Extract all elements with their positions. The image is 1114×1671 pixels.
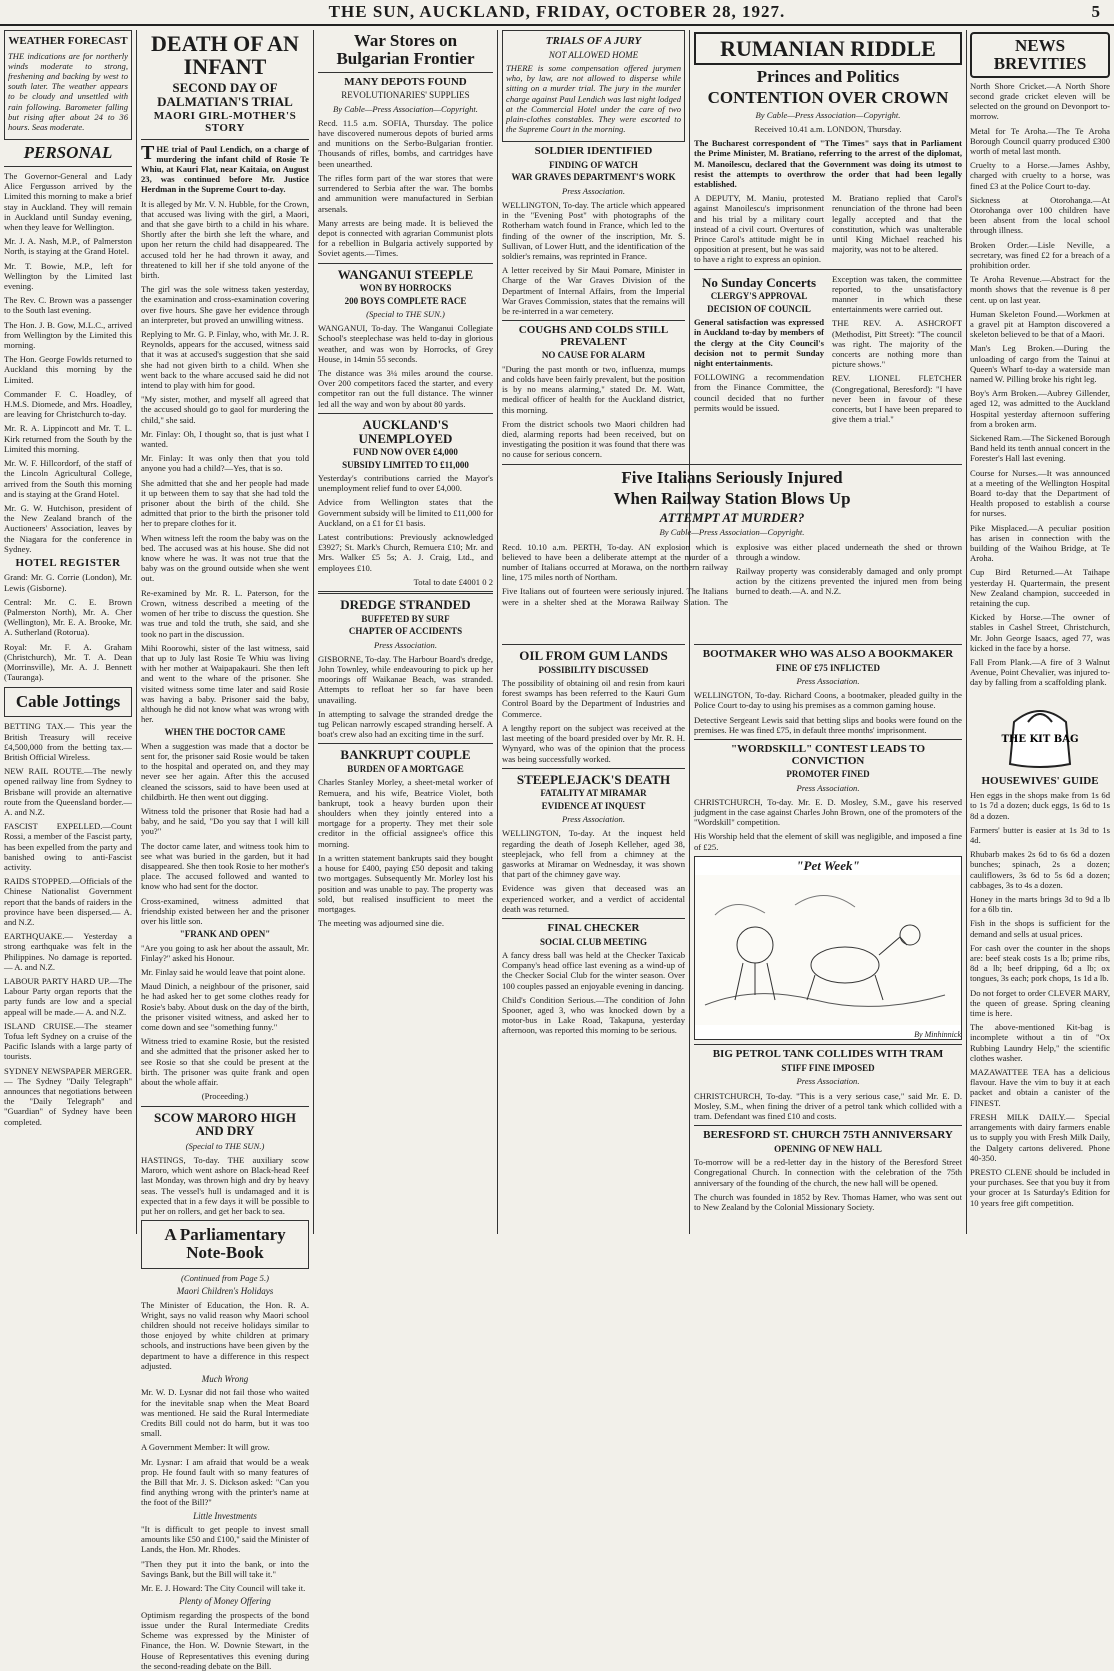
trial-lead: THE trial of Paul Lendich, on a charge of murdering the infant child of Rosie Te Whiu, at Kauri Flat, near Kaitaia, on August 23, was continued before Mr. Justice Herdman in the Supreme Court to-day. bbox=[141, 141, 309, 195]
death-infant-headline: DEATH OF AN INFANT bbox=[151, 31, 299, 80]
housewives-item: Rhubarb makes 2s 6d to 6s 6d a dozen bunches; spinach, 2s a dozen; cauliflowers, 3s 6d to 5s 6d a dozen; cabbages, 3s to 4s a dozen. bbox=[970, 849, 1110, 890]
petrol-headline: BIG PETROL TANK COLLIDES WITH TRAM bbox=[712, 1048, 944, 1061]
cable-item: BETTING TAX.— This year the British Treasury will receive £4,500,000 from the betting tax.— British Official Wireless. bbox=[4, 721, 132, 762]
column-2 bbox=[141, 30, 309, 1671]
parliamentary-paragraph: Mr. Lysnar: I am afraid that would be a weak prop. He found fault with so many features of the Bill that Mr. J. S. Dickson asked: "Can you find anything wrong with the printer's name at the foot of the Bill?" bbox=[141, 1456, 309, 1508]
proceeding-note: (Proceeding.) bbox=[201, 1091, 249, 1102]
pet-week-cartoon bbox=[694, 856, 962, 1041]
news-brevities-heading: NEWS BREVITIES bbox=[970, 32, 1110, 78]
housewives-item: Honey in the marts brings 3d to 9d a lb for a 6lb tin. bbox=[970, 894, 1110, 915]
rumanian-body bbox=[694, 193, 962, 264]
column-4 bbox=[502, 30, 685, 460]
page-number: 5 bbox=[1091, 2, 1100, 21]
auckland-unemployed-headline: AUCKLAND'S UNEMPLOYED bbox=[358, 416, 453, 446]
petrol-byline: Press Association. bbox=[796, 1076, 860, 1087]
weather-heading: WEATHER FORECAST bbox=[8, 35, 128, 47]
parliamentary-heading: A Parliamentary Note-Book bbox=[164, 1225, 286, 1263]
wordskill-headline: "WORDSKILL" CONTEST LEADS TO CONVICTION bbox=[730, 743, 926, 767]
masthead-title: THE SUN, AUCKLAND, FRIDAY, OCTOBER 28, 1927. bbox=[328, 2, 786, 21]
brevity-item: Te Aroha Revenue.—Abstract for the month shows that the revenue is 8 per cent. up on last year. bbox=[970, 274, 1110, 305]
bootmaker-byline: Press Association. bbox=[796, 675, 860, 686]
much-wrong-subheading: Much Wrong bbox=[201, 1373, 249, 1384]
trial-paragraph: When a suggestion was made that a doctor be sent for, the prisoner said Rosie would be taken to the hospital and operated on, and they may never see her again. After this the accused cleaned the scissors, said to have been used at childbirth. He then went out digging. bbox=[141, 740, 309, 802]
bankrupt-paragraph: Charles Stanley Morley, a sheet-metal worker of Remuera, and his wife, Beatrice Violet, both bankrupt, took a heavy burden upon their shoulders when they jointly entered into a mortgage for a property. They met their sole creditor in the official assignee's office this morning. bbox=[318, 777, 493, 849]
hotel-paragraph: Central: Mr. C. E. Brown (Palmerston North), Mr. A. Cher (Wellington), Mr. E. A. Brooke, Mr. A. Sutherland (Rotorua). bbox=[4, 596, 132, 638]
wordskill-subheading: PROMOTER FINED bbox=[786, 769, 870, 780]
advert-item: MAZAWATTEE TEA has a delicious flavour. Have the vim to buy it at each packet and obtain a canister of the FINEST. bbox=[970, 1067, 1110, 1108]
cartoon-drawing-icon bbox=[695, 875, 961, 1025]
war-stores-paragraph: The rifles form part of the war stores that were surrendered to Serbia after the war. The bombs and ammunition were manufactured in Serbian arsenals. bbox=[318, 172, 493, 214]
scow-headline: SCOW MARORO HIGH AND DRY bbox=[153, 1109, 297, 1139]
italians-paragraph: Railway property was considerably damaged and only prompt action by the citizens prevented the injured men from being burned to death.—A. and N.Z. bbox=[736, 565, 962, 597]
brevity-item: Kicked by Horse.—The owner of stables in Cashel Street, Christchurch, Mr. John George Isaacs, aged 77, was kicked in the face by a horse. bbox=[970, 612, 1110, 653]
coughs-subheading: NO CAUSE FOR ALARM bbox=[541, 350, 646, 361]
steeplejack-subheading-2: EVIDENCE AT INQUEST bbox=[541, 800, 646, 811]
bankrupt-subheading: BURDEN OF A MORTGAGE bbox=[347, 764, 464, 775]
column-rule bbox=[497, 30, 498, 1234]
parliamentary-paragraph: A Government Member: It will grow. bbox=[141, 1442, 270, 1453]
sunday-lead: General satisfaction was expressed in Auckland to-day by members of the clergy at the City Council's decision not to permit Sunday night entertainments. bbox=[694, 317, 824, 368]
cable-jottings-box bbox=[4, 687, 132, 718]
hotel-register-heading: HOTEL REGISTER bbox=[15, 556, 121, 569]
parliamentary-paragraph: The Minister of Education, the Hon. R. A. Wright, says no valid reason why Maori school children should not receive holidays similar to those enjoyed by white children at primary schools, and instructions have been given by the department to have a difference in this respect adjusted. bbox=[141, 1299, 309, 1371]
trial-paragraph: "My sister, mother, and myself all agreed that the accused should go to gaol for murdering the child," she said. bbox=[141, 394, 309, 425]
brevity-item: Broken Order.—Lisle Neville, a secretary, was fined £2 for a breach of a prohibition order. bbox=[970, 239, 1110, 270]
child-condition-paragraph: Child's Condition Serious.—The condition of John Spooner, aged 3, who was knocked down by a motor-bus in Lake Road, Takapuna, yesterday afternoon, was reported this morning to be serious. bbox=[502, 994, 685, 1036]
brevity-item: Cup Bird Returned.—At Taihape yesterday H. Quartermain, the present New Zealand champion, succeeded in retaining the cup. bbox=[970, 567, 1110, 609]
trial-paragraph: It is alleged by Mr. V. N. Hubble, for the Crown, that accused was living with the girl, a Maori, and that she gave birth to a child in his whare. Shortly after the birth she left the whare, and upon her return the child had disappeared. The accused told her he had thrown it away, and threatened to kill her if she told anyone of the birth. bbox=[141, 198, 309, 280]
oil-paragraph: The possibility of obtaining oil and resin from kauri forest swamps has been referred to the Kauri Gum Control Board by the Department of Industries and Commerce. bbox=[502, 678, 685, 719]
trial-paragraph: Mr. Finlay said he would leave that point alone. bbox=[141, 967, 306, 978]
cable-item: NEW RAIL ROUTE.—The newly opened railway line from Sydney to Brisbane will provide an alternative route from the Queensland border.— A. and N.Z. bbox=[4, 766, 132, 817]
auckland-paragraph: Advice from Wellington states that the Government subsidy will be limited to £11,000 for Auckland, on a £1 for £1 basis. bbox=[318, 497, 493, 528]
kit-bag-icon bbox=[1000, 692, 1080, 772]
italians-headline: Five Italians Seriously Injured bbox=[621, 468, 843, 487]
wanganui-paragraph: The distance was 3¼ miles around the course. Over 200 competitors faced the starter, and every competitor ran out the full distance. The winner led all the way and won by about 80 yards. bbox=[318, 368, 493, 409]
war-stores-headline: War Stores on Bulgarian Frontier bbox=[336, 31, 475, 68]
column-rule bbox=[136, 30, 137, 1234]
war-stores-paragraph: Recd. 11.5 a.m. SOFIA, Thursday. The police have discovered numerous depots of buried arms and munitions on the Serbo-Bulgarian frontier. Thousands of rifles, bombs, and cartridges have been unearthed. bbox=[318, 117, 493, 169]
parliamentary-continued: (Continued from Page 5.) bbox=[181, 1272, 269, 1283]
personal-paragraph: Mr. W. F. Hillcordorf, of the staff of the Lincoln Agricultural College, arrived from the South this morning and is staying at the Grand Hotel. bbox=[4, 458, 132, 499]
trials-jury-heading: TRIALS OF A JURY bbox=[545, 35, 642, 47]
italians-paragraph: Recd. 10.10 a.m. PERTH, To-day. AN explosion which is believed to have been a deliberate attempt at the murder of a number of Italians occurred at Morawa, on the northern railway line, 175 miles north of Northam. bbox=[502, 541, 728, 583]
trial-paragraph: Witness told the prisoner that Rosie had had a baby, and he said, "Do you say that I will kill you?" bbox=[141, 805, 309, 837]
dredge-paragraph: In attempting to salvage the stranded dredge the tug Pelican narrowly escaped stranding herself. A boat's crew also had an exciting time in the surf. bbox=[318, 708, 493, 740]
advert-item: Do not forget to order CLEVER MARY, the queen of grease. Spring cleaning time is here. bbox=[970, 987, 1110, 1019]
steeplejack-paragraph: Evidence was given that deceased was an experienced worker, and a verdict of accidental death was returned. bbox=[502, 883, 685, 914]
trial-paragraph: Witness tried to examine Rosie, but the resisted and she admitted that the prisoner asked her to see Rosie so that she could be present at the birth. The prisoner was quite frank and open about the whole affair. bbox=[141, 1036, 309, 1088]
coughs-paragraph: "During the past month or two, influenza, mumps and colds have been fairly prevalent, but the position is by no means alarming," stated Dr. M. Watt, medical officer of health for the Auckland district, this morning. bbox=[502, 363, 685, 415]
advert-item: The above-mentioned Kit-bag is incomplete without a tin of "Ox Rubbing Laundry Help," the scientific clothes washer. bbox=[970, 1022, 1110, 1063]
cable-jottings-heading: Cable Jottings bbox=[15, 691, 121, 711]
maori-holidays-subheading: Maori Children's Holidays bbox=[176, 1286, 274, 1297]
steeplejack-byline: Press Association. bbox=[561, 814, 626, 825]
wordskill-paragraph: His Worship held that the element of skill was negligible, and imposed a fine of £25. bbox=[694, 831, 962, 852]
war-stores-byline: By Cable—Press Association—Copyright. bbox=[333, 103, 478, 114]
housewives-item: Farmers' butter is easier at 1s 3d to 1s 4d. bbox=[970, 824, 1110, 846]
sunday-paragraph: THE REV. A. ASHCROFT (Methodist, Pitt Street): "The council was right. The majority of the concerts are nothing more than picture shows." bbox=[832, 318, 962, 370]
sunday-paragraph: Exception was taken, the committee reported, to the unsatisfactory manner in which these entertainments were carried out. bbox=[832, 273, 962, 315]
rumanian-paragraph: A DEPUTY, M. Maniu, protested against Manoilescu's imprisonment and his trial by a military court instead of a civil court. Overtures of Prince Carol's attitude might be in opposition at present, but he was said to have a right to express an opinion. bbox=[694, 193, 824, 265]
column-5 bbox=[694, 30, 962, 460]
rumanian-headline: RUMANIAN RIDDLE bbox=[694, 32, 962, 65]
advert-item: FRESH MILK DAILY.— Special arrangements with dairy farmers enable us to supply you with Fresh Milk Daily, the Dalgety cartons delivered. Phone 40-350. bbox=[970, 1111, 1110, 1163]
princes-subheading: Princes and Politics bbox=[756, 67, 900, 87]
trial-paragraph: "Are you going to ask her about the assault, Mr. Finlay?" asked his Honour. bbox=[141, 942, 309, 963]
auckland-paragraph: Latest contributions: Previously acknowledged £3927; St. Mark's Church, Remuera £10; Mr. and Mrs. Walker £5 5s; A. J. Craig, Ltd., and employees £10. bbox=[318, 532, 493, 573]
parliamentary-box bbox=[141, 1220, 309, 1269]
personal-paragraph: The Rev. C. Brown was a passenger to the South last evening. bbox=[4, 295, 132, 316]
dredge-subheading-2: CHAPTER OF ACCIDENTS bbox=[348, 626, 463, 637]
rumanian-byline: By Cable—Press Association—Copyright. bbox=[755, 109, 901, 120]
brevity-item: Course for Nurses.—It was announced at a meeting of the Wellington Hospital Board to-day that the Department of Health proposed to establish a course for nurses. bbox=[970, 467, 1110, 519]
oil-paragraph: A lengthy report on the subject was received at the last meeting of the board presided over by Mr. R. H. Wynyard, who was of the opinion that the process was being successfully worked. bbox=[502, 722, 685, 764]
personal-paragraph: The Hon. George Fowlds returned to Auckland this morning by the Limited. bbox=[4, 354, 132, 385]
hotel-paragraph: Grand: Mr. G. Corrie (London), Mr. Lewis (Gisborne). bbox=[4, 572, 132, 593]
steeplejack-subheading: FATALITY AT MIRAMAR bbox=[540, 788, 647, 799]
bankrupt-headline: BANKRUPT COUPLE bbox=[340, 747, 471, 763]
oil-subheading: POSSIBILITY DISCUSSED bbox=[538, 664, 649, 675]
wanganui-subheading: WON BY HORROCKS bbox=[359, 283, 452, 294]
checker-subheading: SOCIAL CLUB MEETING bbox=[539, 936, 648, 947]
cable-item: SYDNEY NEWSPAPER MERGER.— The Sydney "Daily Telegraph" announces that negotiations between the "Daily Telegraph" and "Guardian" of Sydney have been completed. bbox=[4, 1065, 132, 1127]
personal-heading: PERSONAL bbox=[23, 143, 113, 163]
wanganui-headline: WANGANUI STEEPLE bbox=[337, 266, 474, 282]
dredge-subheading: BUFFETED BY SURF bbox=[361, 613, 450, 624]
personal-paragraph: Mr. G. W. Hutchison, president of the New Zealand branch of the Auctioneers' Association, leaves by the Niagara for the conference in Sydney. bbox=[4, 502, 132, 554]
sunday-subheading: CLERGY'S APPROVAL bbox=[710, 291, 808, 302]
scow-special: (Special to THE SUN.) bbox=[185, 1140, 265, 1151]
italians-headline-2: When Railway Station Blows Up bbox=[613, 488, 851, 508]
contention-subheading: CONTENTION OVER CROWN bbox=[707, 87, 949, 107]
beresford-paragraph: The church was founded in 1852 by Rev. Thomas Hamer, who was sent out to New Zealand by the Colonial Missionary Society. bbox=[694, 1191, 962, 1212]
soldier-paragraph: WELLINGTON, To-day. The article which appeared in the "Evening Post" with photographs of the Rotherham watch found in France, which led to the finding of the owner of the inscription, Mr. S. Sullivan, of Lower Hutt, and the identification of the soldier's remains, was reprinted in France. bbox=[502, 200, 685, 262]
trial-paragraph: Replying to Mr. G. P. Finlay, who, with Mr. J. R. Reynolds, appears for the accused, witness said that it was at accused's suggestion that she said she had not given birth to a child. When she went back to the whare accused said he did not intend to play with him for good. bbox=[141, 329, 309, 391]
beresford-headline: BERESFORD ST. CHURCH 75TH ANNIVERSARY bbox=[703, 1129, 953, 1142]
brevity-item: Sickness at Otorohanga.—At Otorohanga over 100 children have been absent from the local school through illness. bbox=[970, 194, 1110, 236]
bootmaker-paragraph: Detective Sergeant Lewis said that betting slips and books were found on the premises. He was fined £75, in default three months' imprisonment. bbox=[694, 714, 962, 735]
trial-paragraph: Mr. Finlay: It was only then that you told anyone you had a child?—Yes, that is so. bbox=[141, 453, 309, 474]
personal-paragraph: The Hon. J. B. Gow, M.L.C., arrived from Wellington by the Limited this morning. bbox=[4, 319, 132, 351]
sunday-headline: No Sunday Concerts bbox=[701, 274, 817, 290]
personal-paragraph: The Governor-General and Lady Alice Fergusson arrived by the Limited this morning to make a brief stay in Auckland. They will remain in Auckland until Sunday evening, when they leave for Wellington. bbox=[4, 171, 132, 233]
petrol-subheading: STIFF FINE IMPOSED bbox=[781, 1062, 875, 1073]
brevity-item: Sickened Ram.—The Sickened Borough Band held its tenth annual concert in the Forester's Hall last evening. bbox=[970, 432, 1110, 464]
plenty-money-subheading: Plenty of Money Offering bbox=[179, 1596, 271, 1607]
column-1 bbox=[4, 30, 132, 1236]
column-rule bbox=[966, 30, 967, 1234]
trials-jury-box bbox=[502, 30, 685, 142]
brevity-item: North Shore Cricket.—A North Shore second grade cricket eleven will be selected on the ground on Devonport to-morrow. bbox=[970, 80, 1110, 122]
soldier-subheading-2: WAR GRAVES DEPARTMENT'S WORK bbox=[511, 172, 676, 183]
war-stores-paragraph: Many arrests are being made. It is believed the depot is connected with agrarian Communist plots for a rebellion in Bulgaria actively supported by Soviet agents.—Times. bbox=[318, 217, 493, 259]
coughs-paragraph: From the district schools two Maori children had died, alarming reports had been received, but on investigating the position it was found that there was no cause for serious concern. bbox=[502, 418, 685, 460]
wanganui-special: (Special to THE SUN.) bbox=[366, 309, 445, 320]
brevity-item: Boy's Arm Broken.—Aubrey Gillender, aged 12, was admitted to the Auckland Hospital yesterday afternoon suffering from a broken arm. bbox=[970, 388, 1110, 429]
dredge-byline: Press Association. bbox=[373, 639, 438, 650]
brevity-item: Metal for Te Aroha.—The Te Aroha Borough Council quarry produced £300 worth of metal last month. bbox=[970, 125, 1110, 156]
trial-paragraph: Mr. Finlay: Oh, I thought so, that is just what I wanted. bbox=[141, 428, 309, 450]
little-investments-subheading: Little Investments bbox=[193, 1510, 257, 1521]
parliamentary-paragraph: "It is difficult to get people to invest small amounts like £50 and £100," said the Minister of Lands, the Hon. Mr. Rhodes. bbox=[141, 1524, 309, 1555]
parliamentary-paragraph: "Then they put it into the bank, or into the Savings Bank, but the Bill will take it." bbox=[141, 1558, 309, 1579]
checker-headline: FINAL CHECKER bbox=[547, 922, 640, 935]
personal-paragraph: Mr. T. Bowie, M.P., left for Wellington by the Limited last evening. bbox=[4, 260, 132, 292]
wanganui-paragraph: WANGANUI, To-day. The Wanganui Collegiate School's steeplechase was held to-day in glorious weather, and was won by Horrocks, of Grey House, in 14min 55 seconds. bbox=[318, 323, 493, 364]
cable-item: EARTHQUAKE.— Yesterday a strong earthquake was felt in the Philippines. No damage is reported.— A. and N.Z. bbox=[4, 931, 132, 972]
steeplejack-paragraph: WELLINGTON, To-day. At the inquest held regarding the death of Joseph Kelleher, aged 38, steeplejack, who fell from a chimney at the gasworks at Miramar on Wednesday, it was shown that part of the chimney gave way. bbox=[502, 828, 685, 880]
advert-item: PRESTO CLENE should be included in your purchases. See that you buy it from your grocer at 1s Saturday's Edition for 10 years free gift competition. bbox=[970, 1166, 1110, 1208]
masthead bbox=[0, 0, 1114, 26]
bankrupt-paragraph: In a written statement bankrupts said they bought a house for £400, paying £50 deposit and taking two mortgages. Subsequently Mr. Morley lost his position and was unable to pay. The property was sold, but realised insufficient to meet the mortgages. bbox=[318, 852, 493, 914]
auckland-total: Total to date £4001 0 2 bbox=[413, 576, 493, 587]
italians-body bbox=[502, 542, 962, 607]
hotel-paragraph: Royal: Mr. F. A. Graham (Christchurch), Mr. T. A. Dean (Morrinsville), Mr. A. J. Bennett (Tauranga). bbox=[4, 641, 132, 683]
trial-subheading: SECOND DAY OF DALMATIAN'S TRIAL bbox=[157, 80, 293, 109]
brevity-item: Man's Leg Broken.—During the unloading of cargo from the Tainui at Queen's Wharf to-day a waterside man named W. Pilling broke his right leg. bbox=[970, 343, 1110, 384]
column-3 bbox=[318, 30, 493, 1236]
rumanian-received: Received 10.41 a.m. LONDON, Thursday. bbox=[754, 123, 902, 134]
sunday-left bbox=[694, 274, 824, 429]
brevity-item: Fall From Plank.—A fire of 3 Walnut Avenue, Point Chevalier, was injured to-day by falling from a scaffolding plank. bbox=[970, 657, 1110, 688]
trial-paragraph: Cross-examined, witness admitted that friendship existed between her and the prisoner over his little son. bbox=[141, 895, 309, 927]
cartoon-title: "Pet Week" bbox=[796, 857, 860, 873]
dredge-headline: DREDGE STRANDED bbox=[340, 597, 471, 613]
war-stores-subheading: MANY DEPOTS FOUND bbox=[344, 75, 467, 88]
italians-byline: By Cable—Press Association—Copyright. bbox=[659, 527, 805, 538]
bootmaker-paragraph: WELLINGTON, To-day. Richard Coons, a bootmaker, pleaded guilty in the Police Court to-day to using his premises as a common gaming house. bbox=[694, 690, 962, 711]
rumanian-paragraph: M. Bratiano replied that Carol's renunciation of the throne had been legally accepted and that the constitution, which was unalterable until King Michael reached his majority, was not to be altered. bbox=[832, 193, 962, 255]
doctor-came-subheading: WHEN THE DOCTOR CAME bbox=[164, 727, 286, 738]
bootmaker-subheading: FINE OF £75 INFLICTED bbox=[776, 662, 880, 673]
brevity-item: Human Skeleton Found.—Workmen at a gravel pit at Hampton discovered a skeleton believed to be that of a Maori. bbox=[970, 308, 1110, 340]
trial-paragraph: When witness left the room the baby was on the bed. The accused was at his house. She did not know where he was. It was not true that the baby was on the ground outside when she went out. bbox=[141, 532, 309, 584]
personal-paragraph: Mr. J. A. Nash, M.P., of Palmerston North, is staying at the Grand Hotel. bbox=[4, 236, 132, 257]
auckland-fund-subheading: FUND NOW OVER £4,000 bbox=[353, 447, 458, 458]
wanganui-subheading-2: 200 BOYS COMPLETE RACE bbox=[344, 295, 467, 306]
trial-paragraph: The girl was the sole witness taken yesterday, the examination and cross-examination covering over five hours. She gave her evidence through an interpreter, but proved an unwilling witness. bbox=[141, 284, 309, 325]
housewives-heading: HOUSEWIVES' GUIDE bbox=[981, 774, 1099, 787]
brevity-item: Pike Misplaced.—A peculiar position has arisen in connection with the building of the Waihou Bridge, at Te Aroha. bbox=[970, 522, 1110, 564]
soldier-headline: SOLDIER IDENTIFIED bbox=[534, 145, 653, 158]
sunday-section bbox=[694, 274, 962, 429]
soldier-byline: Press Association. bbox=[561, 185, 626, 196]
cable-item: ISLAND CRUISE.—The steamer Tofua left Sydney on a cruise of the Pacific Islands with a large party of tourists. bbox=[4, 1020, 132, 1062]
personal-paragraph: Mr. R. A. Lippincott and Mr. T. L. Kirk returned from the South by the Limited this morning. bbox=[4, 423, 132, 454]
trial-paragraph: She admitted that she and her people had made it up between them to say that she had told the prisoner about the birth of the child. She admitted that prior to the birth the prisoner told her to prepare clothes for it. bbox=[141, 477, 309, 529]
dredge-paragraph: GISBORNE, To-day. The Harbour Board's dredge, John Townley, while endeavouring to pick up her moorings off Waikanae Beach, was stranded. Attempts to refloat her so far have been unavailing. bbox=[318, 653, 493, 705]
petrol-paragraph: CHRISTCHURCH, To-day. "This is a very serious case," said Mr. E. D. Mosley, S.M., when fining the driver of a petrol tank which collided with a tram. Defendant was fined £10 and costs. bbox=[694, 1090, 962, 1121]
auckland-subsidy-subheading: SUBSIDY LIMITED TO £11,000 bbox=[342, 459, 469, 470]
cable-item: RAIDS STOPPED.—Officials of the Chinese Nationalist Government report that the bands of raiders in the province have been dispersed.— A. and N.Z. bbox=[4, 876, 132, 927]
column-5-lower bbox=[694, 640, 962, 1236]
cartoon-byline: By Minhinnick bbox=[914, 1030, 961, 1040]
italians-article bbox=[502, 460, 962, 640]
parliamentary-paragraph: Mr. E. J. Howard: The City Council will take it. bbox=[141, 1583, 306, 1594]
attempt-murder-subheading: ATTEMPT AT MURDER? bbox=[659, 509, 805, 525]
sunday-subheading-2: DECISION OF COUNCIL bbox=[707, 303, 811, 314]
sunday-paragraph: FOLLOWING a recommendation from the Finance Committee, the council decided that no further permits would be issued. bbox=[694, 372, 824, 413]
parliamentary-paragraph: Optimism regarding the prospects of the bond issue under the Rural Intermediate Credits Scheme was expressed by the Minister of Finance, the Hon. W. Downie Stewart, in the House of Representatives this evening during the second-reading debate on the Bill. bbox=[141, 1609, 309, 1671]
column-4-lower bbox=[502, 640, 685, 1236]
cable-item: FASCIST EXPELLED.—Count Rossi, a member of the Fascist party, has been expelled from the party and banished owing to anti-Fascist activity. bbox=[4, 821, 132, 872]
trial-paragraph: Mihi Roorowhi, sister of the last witness, said that up to July last Rosie Te Whiu was living with her mother at Waipapakauri. She then left and went to the whare of the prisoner. She visited witness some time later and said Rosie was having a baby. Prisoner said the baby, although he did not know what was wrong with her. bbox=[141, 642, 309, 725]
wordskill-byline: Press Association. bbox=[796, 782, 860, 793]
brevity-item: Cruelty to a Horse.—James Ashby, charged with cruelty to a horse, was fined £3 at the Police Court to-day. bbox=[970, 160, 1110, 191]
weather-text: THE indications are for northerly winds moderate to strong, freshening and backing by west to south later. The weather appears to be cloudy and unsettled with rain following. Barometer falling but rising after about 24 to 36 hours. Seas moderate. bbox=[8, 50, 128, 132]
bankrupt-paragraph: The meeting was adjourned sine die. bbox=[318, 918, 445, 929]
scow-paragraph: HASTINGS, To-day. THE auxiliary scow Maroro, which went ashore on Black-head Reef last Monday, was thrown high and dry by heavy seas. The vessel's hull is undamaged and it is expected that in a few days it will be possible to put her on rollers, and get her back to sea. bbox=[141, 1154, 309, 1216]
wordskill-paragraph: CHRISTCHURCH, To-day. Mr. E. D. Mosley, S.M., gave his reserved judgment in the case against Charles John Brown, one of the promoters of the "Wordskill" competition. bbox=[694, 796, 962, 828]
war-stores-subheading-2: REVOLUTIONARIES' SUPPLIES bbox=[341, 90, 470, 101]
beresford-subheading: OPENING OF NEW HALL bbox=[774, 1143, 882, 1154]
parliamentary-paragraph: Mr. W. D. Lysnar did not fail those who waited for the inevitable snap when the Meat Board was mentioned. He said the Rural Intermediate Credits Bill could not do harm, but it was too small. bbox=[141, 1387, 309, 1439]
personal-paragraph: Commander F. C. Hoadley, of H.M.S. Diomede, and Mrs. Hoadley, are leaving for Christchurch to-day. bbox=[4, 388, 132, 420]
trial-paragraph: The doctor came later, and witness took him to see what was buried in the garden, but it had disappeared. She then took Rosie to her mother's place. The accused followed and wanted to know who had sent for the doctor. bbox=[141, 840, 309, 892]
steeplejack-headline: STEEPLEJACK'S DEATH bbox=[516, 771, 671, 787]
weather-box bbox=[4, 30, 132, 140]
bootmaker-headline: BOOTMAKER WHO WAS ALSO A BOOKMAKER bbox=[702, 648, 954, 660]
column-6 bbox=[970, 30, 1110, 1236]
soldier-paragraph: A letter received by Sir Maui Pomare, Minister in Charge of the War Graves Division of the Department of Internal Affairs, from the Imperial War Graves Commission, states that the remains will be re-interred in a war cemetery. bbox=[502, 265, 685, 317]
italians-paragraph: Five Italians out of fourteen were seriously injured. The Italians were in a shelter shed at the Morawa Railway Station. The explosive was either placed underneath the shed or thrown through a window. bbox=[502, 541, 962, 607]
trials-jury-subheading: NOT ALLOWED HOME bbox=[548, 49, 639, 60]
beresford-paragraph: To-morrow will be a red-letter day in the history of the Beresford Street Congregational Church. In connection with the celebration of the 75th anniversary of the founding of the church, the new hall will be opened. bbox=[694, 1157, 962, 1188]
column-rule bbox=[313, 30, 314, 1234]
auckland-paragraph: Yesterday's contributions carried the Mayor's unemployment relief fund to over £4,000. bbox=[318, 473, 493, 494]
trials-jury-paragraph: THERE is some compensation offered jurymen who, by law, are not allowed to disperse while sitting on a murder trial. The jury in the murder charge against Paul Lendich was last night lodged at the Commercial Hotel under the care of two plain-clothes constables. They were escorted to the Supreme Court in the morning. bbox=[506, 62, 681, 135]
housewives-item: Hen eggs in the shops make from 1s 6d to 1s 7d a dozen; duck eggs, 1s 6d to 1s 8d a dozen. bbox=[970, 790, 1110, 821]
sunday-right bbox=[832, 274, 962, 429]
checker-paragraph: A fancy dress ball was held at the Checker Taxicab Company's head office last evening as a wind-up of the Checker Social Club for the winter season. Over 100 couples passed an enjoyable evening in dancing. bbox=[502, 950, 685, 991]
rumanian-lead: The Bucharest correspondent of "The Times" says that in Parliament the Prime Minister, M. Bratiano, referring to the arrest of the diplomat, M. Manoilescu, declared that the Government was doing its utmost to resist the attempts to overthrow the order that had been legally established. bbox=[694, 138, 962, 189]
housewives-item: For cash over the counter in the shops are: beef steak costs 1s a lb; prime ribs, 8d a lb; beef dripping, 6d a lb; ox tongues, 3s each; pork chops, 1s 1d a lb. bbox=[970, 942, 1110, 984]
sunday-paragraph: REV. LIONEL FLETCHER (Congregational, Beresford): "I have never been in favour of these concerts, but I have been prepared to give them a trial." bbox=[832, 373, 962, 425]
trial-paragraph: Re-examined by Mr. R. L. Paterson, for the Crown, witness described a meeting of the women of her tribe to discuss the question. She was true and told the truth, she said, and she took no part in the discussion. bbox=[141, 587, 309, 639]
frank-open-subheading: "FRANK AND OPEN" bbox=[179, 929, 271, 940]
oil-headline: OIL FROM GUM LANDS bbox=[519, 648, 668, 663]
maori-girl-subheading: MAORI GIRL-MOTHER'S STORY bbox=[153, 110, 297, 135]
cable-item: LABOUR PARTY HARD UP.—The Labour Party organ reports that the party funds are low and a special appeal will be made.— A. and N.Z. bbox=[4, 976, 132, 1017]
housewives-item: Fish in the shops is sufficient for the demand and sells at usual prices. bbox=[970, 918, 1110, 939]
soldier-subheading: FINDING OF WATCH bbox=[549, 159, 638, 170]
coughs-headline: COUGHS AND COLDS STILL PREVALENT bbox=[518, 324, 669, 348]
trial-paragraph: Maud Dinich, a neighbour of the prisoner, said he had asked her to get some clothes ready for Rosie's baby. About dusk on the day of the birth, the prisoner visited witness, and asked her to come down and see "something funny." bbox=[141, 981, 309, 1033]
kit-bag-label: THE KIT BAG bbox=[1001, 733, 1079, 745]
